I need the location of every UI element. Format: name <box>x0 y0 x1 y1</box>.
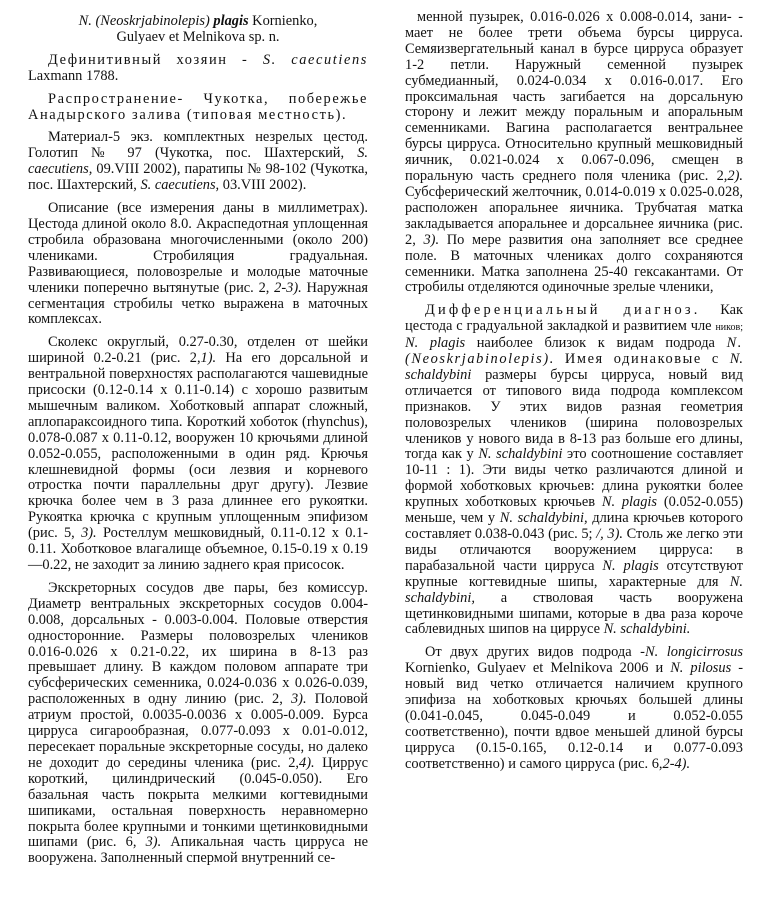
species-title <box>28 14 368 46</box>
authors-line-1: Kornienko, <box>252 13 318 29</box>
continuation-paragraph: менной пузырек, 0.016-0.026 х 0.008-0.014, зани- - мает не более трети объема бурсы цирруса. Семяизвергательный канал в бурсе цирруса образует 1-2 петли. Наружный семенной пузырек субмедианный, 0.024-0.034 х 0.016-0.017. Его проксимальная часть загибается на дорсальную сторону и лежит между поральным и апоральным семенниками. Вагина располагается вентральнее бурсы цирруса. Относительно крупный мешковидный яичник, 0.021-0.024 х 0.067-0.096, смещен в поральную часть среднего поля членика (рис. 2,2). Субсферический желточник, 0.014-0.019 х 0.025-0.028, расположен апоральнее яичника. Трубчатая матка закладывается апоральнее и дорсальнее яичника (рис. 2, 3). По мере развития она заполняет все среднее поле. В маточных члениках долго сохраняются семенники. Матка заполнена 25-40 гексакантами. От стробилы отделяются одиночные зрелые членики, <box>405 9 743 296</box>
host-authority: Laxmann 1788. <box>28 67 119 84</box>
left-column <box>28 0 368 867</box>
diagnosis-paragraph: Дифференциальный диагноз. Как цестода с градуальной закладкой и развитием чле ников; N. plagis наиболее близок к видам подрода N. (Neoskrjabinolepis). Имея одинаковые с N. schaldybini размеры бурсы цирруса, новый вид отличается от типового вида подрода комплексом признаков. У этих видов разная геометрия половозрелых члеников (ширина половозрелых члеников у нового вида в 8-13 раз больше его длины, тогда как у N. schaldybini это соотношение составляет 10-11 : 1). Эти виды четко различаются длиной и формой хоботковых крючьев: длина рукоятки более крупных хоботковых крючьев N. plagis (0.052-0.055) меньше, чем у N. schaldybini, длина крючьев которого составляет 0.038-0.043 (рис. 5; /, 3). Столь же легко эти виды отличаются вооружением цирруса: в парабазальной части цирруса N. plagis отсутствуют крупные когтевидные шипы, характерные для N. schaldybini, а стволовая часть вооружена щетинковидными шипами, которые в два раза короче саблевидных шипов на циррусе N. schaldybini. <box>405 302 743 638</box>
authors-line-2: Gulyaev et Melnikova sp. n. <box>116 28 280 45</box>
material-paragraph: Материал-5 экз. комплектных незрелых цестод. Голотип № 97 (Чукотка, пос. Шахтерский, S. caecutiens, 09.VIII 2002), паратипы № 98-102 (Чукотка, пос. Шахтерский, S. caecutiens, 03.VIII 2002). <box>28 129 368 194</box>
distribution-paragraph: Распространение- Чукотка, побережье Анадырского залива (типовая местность). <box>28 90 368 123</box>
excretory-paragraph: Экскреторных сосудов две пары, без комиссур. Диаметр вентральных экскреторных сосудов 0.004-0.008, дорсальных - 0.003-0.004. Половые отверстия односторонние. Размеры половозрелых члеников 0.016-0.026 х 0.21-0.22, их ширина в 8-13 раз превышает длину. В каждом половом аппарате три субсферических семенника, 0.024-0.036 х 0.026-0.039, расположенных в одну линию (рис. 2, 3). Половой атриум простой, 0.0035-0.0036 х 0.005-0.009. Бурса цирруса сигарообразная, 0.077-0.093 х 0.01-0.012, пересекает поральные экскреторные сосуды, но далеко не доходит до середины членика (рис. 2,4). Циррус короткий, цилиндрический (0.045-0.050). Его базальная часть покрыта мелкими когтевидными шипиками, остальная поверхность неравномерно покрыта более крупными и тонкими щетинковидными шипами (рис. 6, 3). Апикальная часть цирруса не вооружена. Заполненный спермой внутренний се- <box>28 579 369 867</box>
scolex-paragraph: Сколекс округлый, 0.27-0.30, отделен от шейки шириной 0.2-0.21 (рис. 2,1). На его дорсальной и вентральной поверхностях располагаются чашевидные присоски (0.12-0.14 х 0.11-0.14) с хорошо развитым мышечным валиком. Хоботковый аппарат сложный, аплопараксоидного типа. Короткий хоботок (rhynchus), 0.078-0.087 х 0.11-0.12, вооружен 10 крючьями длиной 0.052-0.055, расположенными в один ряд. Крючья клешневидной формы (оси лезвия и корневого отростка почти параллельны друг другу). Лезвие крючка более чем в 3 раза длиннее его рукоятки. Рукоятка крючка с крупным уплощенным эпифизом (рис. 5, 3). Ростеллум мешковидный, 0.11-0.12 х 0.1-0.11. Хоботковое влагалище объемное, 0.15-0.19 х 0.19—0.22, не заходит за линию заднего края присосок. <box>28 334 368 573</box>
host-paragraph <box>28 53 368 85</box>
comparison-paragraph: От двух других видов подрода -N. longicirrosus Kornienko, Gulyaev et Melnikova 2006 и N. pilosus - новый вид четко отличается наличием крупного эпифиза на хоботковых крючьях большей длины (0.041-0.045, 0.045-0.049 и 0.052-0.055 соответственно), почти вдвое меньшей длиной бурсы цирруса (0.15-0.165, 0.12-0.14 и 0.077-0.093 соответственно) и самого цирруса (рис. 6,2-4). <box>405 644 744 772</box>
right-column <box>405 10 743 773</box>
genus-name: N. (Neoskrjabinolepis) <box>78 13 210 29</box>
description-paragraph: Описание (все измерения даны в миллиметрах). Цестода длиной около 8.0. Акраспедотная уплощенная стробила образована многочисленными (около 200) члениками. Стробиляция градуальная. Развивающиеся, половозрелые и молодые маточные членики поперечно вытянутые (рис. 2, 2-3). Наружная сегментация стробилы четко выражена в маточных комплексах. <box>28 200 368 328</box>
diagnosis-heading: Дифференциальный диагноз. <box>425 302 701 319</box>
host-species: S. caecutiens <box>262 51 368 68</box>
host-label: Дефинитивный хозяин - <box>48 51 263 68</box>
species-name: plagis <box>213 13 249 29</box>
